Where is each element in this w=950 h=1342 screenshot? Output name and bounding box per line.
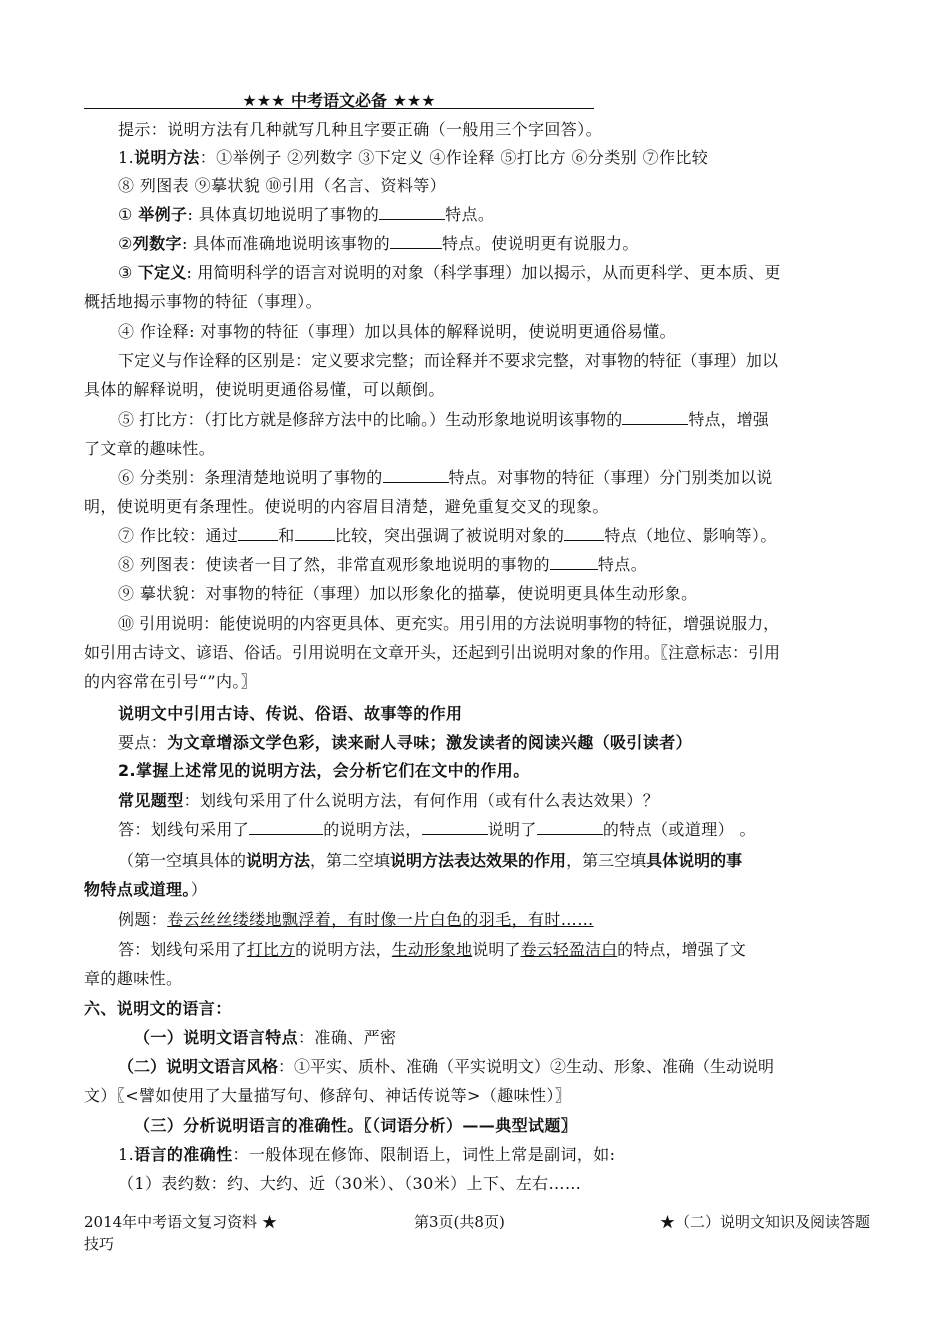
line: 下定义与作诠释的区别是：定义要求完整；而诠释并不要求完整，对事物的特征（事理）加以 xyxy=(118,351,779,370)
answer-blank xyxy=(422,820,488,835)
line: 要点：为文章增添文学色彩，读来耐人寻味；激发读者的阅读兴趣（吸引读者） xyxy=(118,733,693,752)
line: 如引用古诗文、谚语、俗话。引用说明在文章开头，还起到引出说明对象的作用。〖注意标志：引用 xyxy=(84,643,781,662)
line: ⑧ 列图表 ⑨摹状貌 ⑩引用（名言、资料等） xyxy=(118,176,447,195)
answer-blank xyxy=(622,410,688,425)
page-number: 第3页(共8页) xyxy=(414,1213,505,1231)
answer-blank xyxy=(390,234,442,249)
line: 章的趣味性。 xyxy=(84,969,183,988)
line: ⑨ 摹状貌：对事物的特征（事理）加以形象化的描摹，使说明更具体生动形象。 xyxy=(118,584,698,603)
line: ⑩ 引用说明：能使说明的内容更具体、更充实。用引用的方法说明事物的特征，增强说服力， xyxy=(118,614,780,633)
line: 的内容常在引号“”内。〗 xyxy=(84,672,258,691)
line: 2.掌握上述常见的说明方法，会分析它们在文中的作用。 xyxy=(118,761,530,780)
line: 答：划线句采用了 的说明方法， 说明了 的特点（或道理） 。 xyxy=(118,820,756,839)
line: 物特点或道理。） xyxy=(84,880,208,899)
footer-left: 2014年中考语文复习资料 ★ xyxy=(84,1213,277,1231)
line: 例题：卷云丝丝缕缕地飘浮着，有时像一片白色的羽毛，有时…… xyxy=(118,910,594,929)
line: （二）说明文语言风格：①平实、质朴、准确（平实说明文）②生动、形象、准确（生动说明 xyxy=(118,1057,775,1076)
line: 说明文中引用古诗、传说、俗语、故事等的作用 xyxy=(118,704,463,723)
line: 具体的解释说明，使说明更通俗易懂，可以颠倒。 xyxy=(84,380,445,399)
line: 1.说明方法：①举例子 ②列数字 ③下定义 ④作诠释 ⑤打比方 ⑥分类别 ⑦作比较 xyxy=(118,148,709,167)
line: 常见题型：划线句采用了什么说明方法，有何作用（或有什么表达效果）？ xyxy=(118,791,660,810)
footer-right: ★（二）说明文知识及阅读答题 xyxy=(659,1213,870,1231)
line: 概括地揭示事物的特征（事理）。 xyxy=(84,292,323,311)
line: 答：划线句采用了打比方的说明方法，生动形象地说明了卷云轻盈洁白的特点，增强了文 xyxy=(118,940,746,959)
section-heading: 六、说明文的语言： xyxy=(84,999,232,1018)
line: 明，使说明更有条理性。使说明的内容眉目清楚，避免重复交叉的现象。 xyxy=(84,497,609,516)
answer-blank xyxy=(295,526,335,541)
line: ②列数字: 具体而准确地说明该事物的 特点。使说明更有说服力。 xyxy=(118,234,639,253)
line: ① 举例子: 具体真切地说明了事物的 特点。 xyxy=(118,205,495,224)
line: 了文章的趣味性。 xyxy=(84,439,216,458)
line: 提示：说明方法有几种就写几种且字要正确（一般用三个字回答）。 xyxy=(118,120,603,139)
line: ⑥ 分类别：条理清楚地说明了事物的 特点。对事物的特征（事理）分门别类加以说 xyxy=(118,468,773,487)
answer-blank xyxy=(537,820,603,835)
line: （三）分析说明语言的准确性。〖（词语分析）——典型试题〗 xyxy=(134,1116,578,1135)
line: （1）表约数：约、大约、近（30米）、（30米）上下、左右…… xyxy=(118,1174,582,1193)
answer-blank xyxy=(564,526,604,541)
answer-blank xyxy=(238,526,278,541)
line: ⑧ 列图表：使读者一目了然，非常直观形象地说明的事物的 特点。 xyxy=(118,555,648,574)
line: ⑦ 作比较：通过 和 比较，突出强调了被说明对象的 特点（地位、影响等）。 xyxy=(118,526,777,545)
line: （第一空填具体的说明方法，第二空填说明方法表达效果的作用，第三空填具体说明的事 xyxy=(118,851,743,870)
answer-blank xyxy=(383,468,449,483)
line: ③ 下定义: 用简明科学的语言对说明的对象（科学事理）加以揭示，从而更科学、更本质、更 xyxy=(118,263,781,282)
header-title: ★★★ 中考语文必备 ★★★ xyxy=(242,91,436,110)
line: 1.语言的准确性：一般体现在修饰、限制语上，词性上常是副词，如: xyxy=(118,1145,616,1164)
page-header xyxy=(84,88,594,109)
line: （一）说明文语言特点：准确、严密 xyxy=(134,1028,397,1047)
answer-blank xyxy=(249,820,323,835)
answer-blank xyxy=(379,205,445,220)
line: ⑤ 打比方：（打比方就是修辞方法中的比喻。）生动形象地说明该事物的 特点，增强 xyxy=(118,410,769,429)
line: 文）〖<譬如使用了大量描写句、修辞句、神话传说等>（趣味性）〗 xyxy=(84,1086,572,1105)
line: ④ 作诠释: 对事物的特征（事理）加以具体的解释说明，使说明更通俗易懂。 xyxy=(118,322,676,341)
footer-left-continued: 技巧 xyxy=(84,1235,115,1253)
answer-blank xyxy=(550,555,598,570)
